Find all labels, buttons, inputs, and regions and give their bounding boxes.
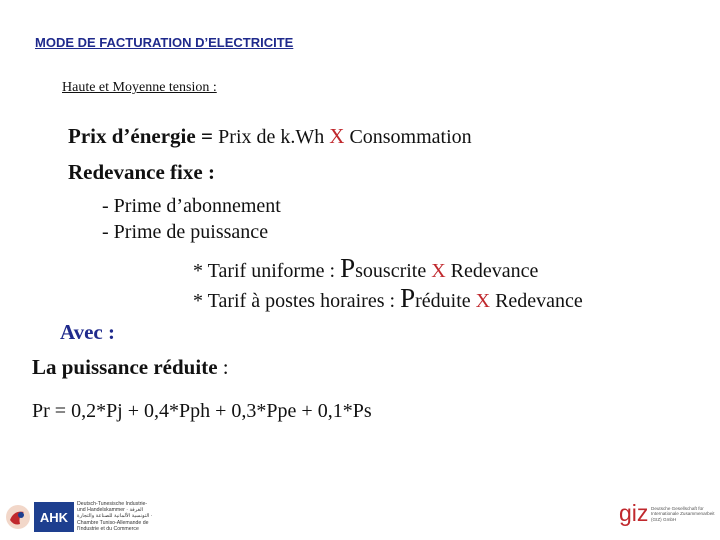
giz-wordmark: giz xyxy=(619,500,649,526)
ahk-logo xyxy=(4,498,154,538)
page-heading: MODE DE FACTURATION D’ELECTRICITE xyxy=(35,35,294,50)
consommation-factor: Consommation xyxy=(344,126,472,148)
section-subheading: Haute et Moyenne tension : xyxy=(62,80,217,95)
prime-puissance-item: - Prime de puissance xyxy=(102,221,269,243)
ahk-emblem-icon xyxy=(4,502,32,532)
giz-organization-text: Deutsche Gesellschaft für Internationale Zusammenarbeit (GIZ) GmbH xyxy=(651,506,715,522)
prime-abonnement-item: - Prime d’abonnement xyxy=(102,195,281,217)
prix-energie-line xyxy=(68,124,472,149)
multiply-sign: X xyxy=(329,124,345,148)
giz-logo xyxy=(619,500,719,533)
prix-energie-label: Prix d’énergie = xyxy=(68,124,219,148)
p-souscrite-subscript: souscrite xyxy=(355,260,432,282)
multiply-sign: X xyxy=(431,260,446,282)
ahk-chamber-text: Deutsch-Tunesische Industrie- und Handelskammer · الغرفة التونسية الألمانية للصناعة والتجارة · Chambre Tuniso-Allemande de l'Industrie et du Commerce xyxy=(77,501,153,532)
puissance-reduite-label: La puissance réduite xyxy=(32,355,218,379)
tarif-postes-line xyxy=(193,283,583,314)
redevance-term: Redevance xyxy=(445,260,539,282)
avec-label: Avec : xyxy=(60,320,115,344)
tarif-uniforme-label: * Tarif uniforme : xyxy=(193,260,341,282)
p-reduite-subscript: réduite xyxy=(415,290,476,312)
colon: : xyxy=(217,355,229,379)
redevance-fixe-label: Redevance fixe : xyxy=(68,160,215,184)
ahk-box: AHK xyxy=(34,502,74,532)
tarif-uniforme-line xyxy=(193,253,538,284)
tarif-postes-label: * Tarif à postes horaires : xyxy=(193,290,401,312)
p-symbol: P xyxy=(340,253,356,283)
puissance-reduite-formula: Pr = 0,2*Pj + 0,4*Pph + 0,3*Ppe + 0,1*Ps xyxy=(32,400,372,422)
redevance-term: Redevance xyxy=(490,290,583,312)
prix-kwh-factor: Prix de k.Wh xyxy=(218,126,330,148)
puissance-reduite-line xyxy=(32,355,229,380)
multiply-sign: X xyxy=(475,290,491,312)
p-symbol: P xyxy=(400,283,416,313)
